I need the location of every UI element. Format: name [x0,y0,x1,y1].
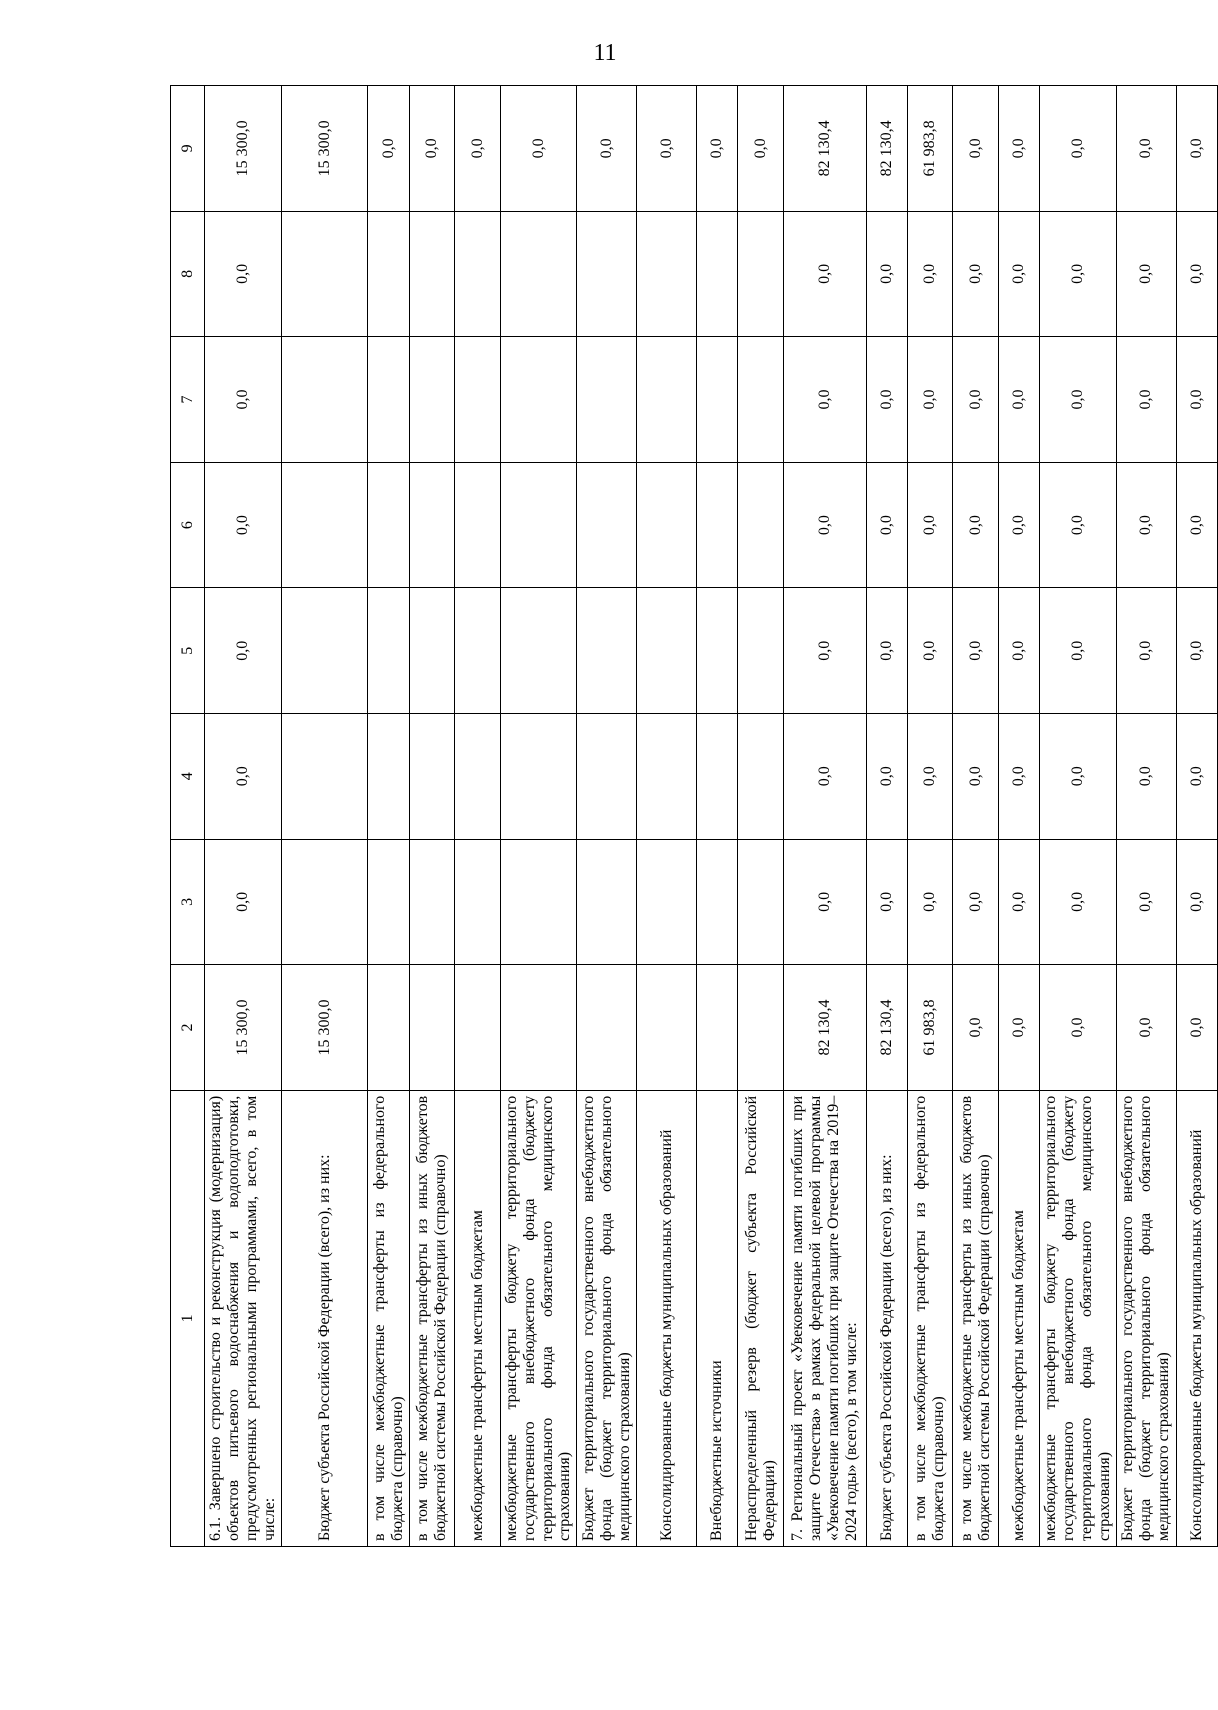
row-label: Бюджет территориального государственного внебюджетного фонда (бюджет территориального фонда обязательного медицинского страхования) [1116,1090,1176,1546]
table-row [907,86,953,1547]
value-cell-col-7: 0,0 [783,337,866,463]
value-cell-col-4: 0,0 [783,714,866,840]
value-cell-col-2: 15 300,0 [281,965,368,1091]
value-cell-col-5 [637,588,697,714]
value-cell-col-5: 0,0 [907,588,953,714]
value-cell-col-8: 0,0 [205,211,282,337]
value-cell-col-2: 0,0 [1040,965,1117,1091]
value-cell-col-3 [738,839,784,965]
value-cell-col-7 [409,337,455,463]
budget-table [170,85,1218,1547]
table-row [783,86,866,1547]
table-row [866,86,907,1547]
table-row [455,86,501,1547]
value-cell-col-9: 61 983,8 [907,86,953,212]
value-cell-col-2: 0,0 [1176,965,1217,1091]
table-row [1176,86,1217,1547]
value-cell-col-9: 0,0 [1176,86,1217,212]
value-cell-col-2: 82 130,4 [866,965,907,1091]
value-cell-col-3: 0,0 [907,839,953,965]
value-cell-col-6 [500,462,577,588]
value-cell-col-6: 0,0 [866,462,907,588]
value-cell-col-8: 0,0 [1040,211,1117,337]
value-cell-col-5: 0,0 [1116,588,1176,714]
value-cell-col-4: 0,0 [1040,714,1117,840]
value-cell-col-6: 0,0 [783,462,866,588]
value-cell-col-7 [637,337,697,463]
value-cell-col-2: 82 130,4 [783,965,866,1091]
value-cell-col-9: 0,0 [998,86,1039,212]
value-cell-col-5 [409,588,455,714]
value-cell-col-5: 0,0 [866,588,907,714]
value-cell-col-9: 0,0 [738,86,784,212]
row-label: 6.1. Завершено строительство и реконструкция (модернизация) объектов питьевого водоснабжения и водоподготовки, предусмотренных региональными программами, всего, в том числе: [205,1090,282,1546]
column-number-2: 2 [171,965,205,1091]
value-cell-col-7: 0,0 [205,337,282,463]
table-row [500,86,577,1547]
table-row [281,86,368,1547]
value-cell-col-8 [455,211,501,337]
value-cell-col-5: 0,0 [998,588,1039,714]
value-cell-col-3: 0,0 [1176,839,1217,965]
value-cell-col-3 [368,839,409,965]
table-row [637,86,697,1547]
value-cell-col-8: 0,0 [907,211,953,337]
table-row [697,86,738,1547]
value-cell-col-7: 0,0 [907,337,953,463]
row-label: в том числе межбюджетные трансферты из федерального бюджета (справочно) [907,1090,953,1546]
table-row [953,86,999,1547]
value-cell-col-8 [697,211,738,337]
value-cell-col-4: 0,0 [907,714,953,840]
table-row [409,86,455,1547]
value-cell-col-6 [455,462,501,588]
row-label: Бюджет субъекта Российской Федерации (всего), из них: [281,1090,368,1546]
value-cell-col-7: 0,0 [1040,337,1117,463]
value-cell-col-9: 0,0 [697,86,738,212]
column-number-3: 3 [171,839,205,965]
value-cell-col-3 [500,839,577,965]
value-cell-col-9: 0,0 [455,86,501,212]
value-cell-col-7: 0,0 [1176,337,1217,463]
value-cell-col-4: 0,0 [998,714,1039,840]
value-cell-col-3: 0,0 [866,839,907,965]
value-cell-col-4 [738,714,784,840]
value-cell-col-3: 0,0 [1040,839,1117,965]
column-number-5: 5 [171,588,205,714]
value-cell-col-3 [455,839,501,965]
value-cell-col-2: 15 300,0 [205,965,282,1091]
table-row [1116,86,1176,1547]
value-cell-col-5: 0,0 [1040,588,1117,714]
value-cell-col-8: 0,0 [998,211,1039,337]
value-cell-col-7 [577,337,637,463]
row-label: межбюджетные трансферты местным бюджетам [998,1090,1039,1546]
table-row [577,86,637,1547]
value-cell-col-2 [409,965,455,1091]
value-cell-col-8 [577,211,637,337]
value-cell-col-9: 82 130,4 [866,86,907,212]
value-cell-col-7: 0,0 [1116,337,1176,463]
value-cell-col-9: 0,0 [1040,86,1117,212]
row-label: Консолидированные бюджеты муниципальных образований [637,1090,697,1546]
value-cell-col-5: 0,0 [783,588,866,714]
row-label: межбюджетные трансферты местным бюджетам [455,1090,501,1546]
value-cell-col-9: 82 130,4 [783,86,866,212]
value-cell-col-6 [697,462,738,588]
value-cell-col-8: 0,0 [1176,211,1217,337]
value-cell-col-3: 0,0 [998,839,1039,965]
row-label: в том числе межбюджетные трансферты из иных бюджетов бюджетной системы Российской Федерации (справочно) [953,1090,999,1546]
value-cell-col-8: 0,0 [783,211,866,337]
value-cell-col-4 [697,714,738,840]
column-number-8: 8 [171,211,205,337]
value-cell-col-9: 0,0 [500,86,577,212]
value-cell-col-2: 0,0 [998,965,1039,1091]
table-row [368,86,409,1547]
value-cell-col-8 [738,211,784,337]
value-cell-col-2: 61 983,8 [907,965,953,1091]
value-cell-col-5 [738,588,784,714]
value-cell-col-4: 0,0 [1176,714,1217,840]
row-label: межбюджетные трансферты бюджету территориального государственного внебюджетного фонда (бюджету территориального фонда обязательного медицинского страхования) [500,1090,577,1546]
value-cell-col-5 [577,588,637,714]
value-cell-col-6: 0,0 [1176,462,1217,588]
page-number: 11 [593,40,617,66]
value-cell-col-6: 0,0 [953,462,999,588]
value-cell-col-2: 0,0 [1116,965,1176,1091]
column-number-1: 1 [171,1090,205,1546]
value-cell-col-4 [637,714,697,840]
value-cell-col-7 [455,337,501,463]
value-cell-col-7 [281,337,368,463]
value-cell-col-2 [500,965,577,1091]
value-cell-col-4 [455,714,501,840]
value-cell-col-2 [738,965,784,1091]
value-cell-col-5: 0,0 [205,588,282,714]
value-cell-col-5 [455,588,501,714]
column-number-9: 9 [171,86,205,212]
row-label: межбюджетные трансферты бюджету территориального государственного внебюджетного фонда (бюджету территориального фонда обязательного медицинского страхования) [1040,1090,1117,1546]
table-row [1040,86,1117,1547]
value-cell-col-8: 0,0 [1116,211,1176,337]
value-cell-col-2 [577,965,637,1091]
value-cell-col-5: 0,0 [953,588,999,714]
row-label: Внебюджетные источники [697,1090,738,1546]
value-cell-col-2 [368,965,409,1091]
value-cell-col-6: 0,0 [1116,462,1176,588]
value-cell-col-4: 0,0 [866,714,907,840]
row-label: 7. Региональный проект «Увековечение памяти погибших при защите Отечества» в рамках федеральной целевой программы «Увековечение памяти погибших при защите Отечества на 2019–2024 годы» (всего), в том числе: [783,1090,866,1546]
value-cell-col-6 [577,462,637,588]
value-cell-col-7 [368,337,409,463]
value-cell-col-3 [697,839,738,965]
value-cell-col-6: 0,0 [1040,462,1117,588]
value-cell-col-5 [281,588,368,714]
value-cell-col-6 [281,462,368,588]
column-number-4: 4 [171,714,205,840]
row-label: Консолидированные бюджеты муниципальных образований [1176,1090,1217,1546]
row-label: Нераспределенный резерв (бюджет субъекта Российской Федерации) [738,1090,784,1546]
value-cell-col-9: 0,0 [368,86,409,212]
value-cell-col-3: 0,0 [205,839,282,965]
value-cell-col-9: 0,0 [637,86,697,212]
table-row [738,86,784,1547]
value-cell-col-6 [738,462,784,588]
value-cell-col-4: 0,0 [205,714,282,840]
value-cell-col-5 [500,588,577,714]
rotated-table-wrapper [170,85,1205,1547]
value-cell-col-8 [409,211,455,337]
value-cell-col-4: 0,0 [1116,714,1176,840]
table-row [205,86,282,1547]
budget-table-body [171,86,1218,1547]
value-cell-col-6 [409,462,455,588]
value-cell-col-9: 0,0 [953,86,999,212]
value-cell-col-2 [697,965,738,1091]
value-cell-col-3 [409,839,455,965]
value-cell-col-6 [637,462,697,588]
value-cell-col-8 [637,211,697,337]
value-cell-col-8: 0,0 [866,211,907,337]
value-cell-col-4 [281,714,368,840]
value-cell-col-2: 0,0 [953,965,999,1091]
value-cell-col-8 [368,211,409,337]
value-cell-col-5 [697,588,738,714]
column-number-6: 6 [171,462,205,588]
value-cell-col-2 [455,965,501,1091]
value-cell-col-7 [738,337,784,463]
value-cell-col-9: 15 300,0 [205,86,282,212]
row-label: в том числе межбюджетные трансферты из иных бюджетов бюджетной системы Российской Федерации (справочно) [409,1090,455,1546]
value-cell-col-7: 0,0 [998,337,1039,463]
value-cell-col-9: 0,0 [409,86,455,212]
value-cell-col-7: 0,0 [866,337,907,463]
value-cell-col-8 [500,211,577,337]
row-label: Бюджет территориального государственного внебюджетного фонда (бюджет территориального фонда обязательного медицинского страхования) [577,1090,637,1546]
value-cell-col-4 [409,714,455,840]
value-cell-col-6: 0,0 [998,462,1039,588]
value-cell-col-7 [500,337,577,463]
value-cell-col-8 [281,211,368,337]
value-cell-col-4: 0,0 [953,714,999,840]
value-cell-col-5 [368,588,409,714]
row-label: Бюджет субъекта Российской Федерации (всего), из них: [866,1090,907,1546]
value-cell-col-2 [637,965,697,1091]
value-cell-col-3: 0,0 [783,839,866,965]
value-cell-col-7: 0,0 [953,337,999,463]
value-cell-col-3 [637,839,697,965]
value-cell-col-4 [368,714,409,840]
value-cell-col-9: 0,0 [577,86,637,212]
table-row [998,86,1039,1547]
value-cell-col-9: 0,0 [1116,86,1176,212]
row-label: в том числе межбюджетные трансферты из федерального бюджета (справочно) [368,1090,409,1546]
value-cell-col-6 [368,462,409,588]
value-cell-col-4 [577,714,637,840]
value-cell-col-6: 0,0 [907,462,953,588]
value-cell-col-9: 15 300,0 [281,86,368,212]
value-cell-col-5: 0,0 [1176,588,1217,714]
value-cell-col-3 [281,839,368,965]
value-cell-col-6: 0,0 [205,462,282,588]
value-cell-col-3 [577,839,637,965]
header-row [171,86,205,1547]
column-number-7: 7 [171,337,205,463]
value-cell-col-4 [500,714,577,840]
value-cell-col-8: 0,0 [953,211,999,337]
value-cell-col-3: 0,0 [953,839,999,965]
value-cell-col-3: 0,0 [1116,839,1176,965]
value-cell-col-7 [697,337,738,463]
